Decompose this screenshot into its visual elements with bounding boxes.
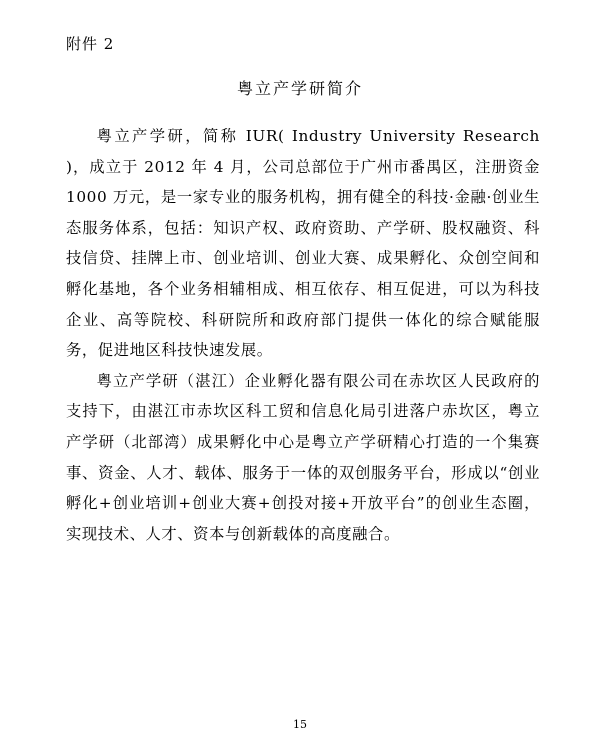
page-number: 15 (293, 718, 307, 731)
attachment-label: 附件 2 (66, 35, 115, 53)
body-text (66, 121, 540, 549)
page-title: 粤立产学研简介 (236, 79, 363, 98)
paragraph-company-intro: 粤立产学研，简称 IUR( Industry University Research )，成立于 2012 年 4 月，公司总部位于广州市番禺区，注册资金 1000 万元，是一家专业的服务机构，拥有健全的科技·金融·创业生态服务体系，包括：知识产权、政府资助、产学研、股权融资、科技信贷、挂牌上市、创业培训、创业大赛、成果孵化、众创空间和孵化基地，各个业务相辅相成、相互依存、相互促进，可以为科技企业、高等院校、科研院所和政府部门提供一体化的综合赋能服务，促进地区科技快速发展。 (66, 127, 540, 360)
paragraph-incubator-intro: 粤立产学研（湛江）企业孵化器有限公司在赤坎区人民政府的支持下，由湛江市赤坎区科工贸和信息化局引进落户赤坎区，粤立产学研（北部湾）成果孵化中心是粤立产学研精心打造的一个集赛事、资金、人才、载体、服务于一体的双创服务平台，形成以“创业孵化+创业培训+创业大赛+创投对接+开放平台”的创业生态圈，实现技术、人才、资本与创新载体的高度融合。 (66, 371, 540, 543)
